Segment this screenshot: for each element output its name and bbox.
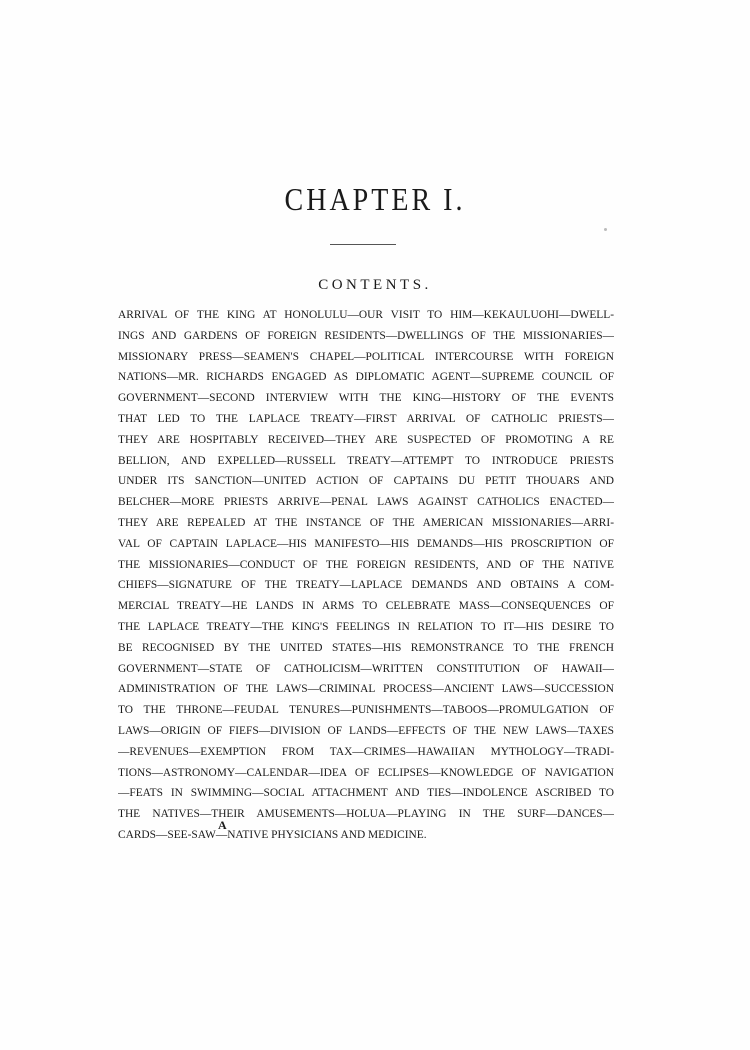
contents-line: —FEATS IN SWIMMING—SOCIAL ATTACHMENT AND TIES—INDOLENCE ASCRIBED TO bbox=[118, 787, 614, 800]
printer-signature-mark: A bbox=[218, 818, 227, 832]
contents-heading: CONTENTS. bbox=[318, 277, 432, 293]
contents-line: —REVENUES—EXEMPTION FROM TAX—CRIMES—HAWAIIAN MYTHOLOGY—TRADI- bbox=[118, 745, 614, 758]
contents-line: THE MISSIONARIES—CONDUCT OF THE FOREIGN RESIDENTS, AND OF THE NATIVE bbox=[118, 558, 614, 571]
contents-line: MISSIONARY PRESS—SEAMEN'S CHAPEL—POLITICAL INTERCOURSE WITH FOREIGN bbox=[118, 350, 614, 363]
contents-line: BE RECOGNISED BY THE UNITED STATES—HIS REMONSTRANCE TO THE FRENCH bbox=[118, 641, 614, 654]
contents-line: THAT LED TO THE LAPLACE TREATY—FIRST ARRIVAL OF CATHOLIC PRIESTS— bbox=[118, 412, 614, 425]
contents-line: TO THE THRONE—FEUDAL TENURES—PUNISHMENTS—TABOOS—PROMULGATION OF bbox=[118, 704, 614, 717]
contents-line: THE LAPLACE TREATY—THE KING'S FEELINGS IN RELATION TO IT—HIS DESIRE TO bbox=[118, 620, 614, 633]
contents-line: TIONS—ASTRONOMY—CALENDAR—IDEA OF ECLIPSES—KNOWLEDGE OF NAVIGATION bbox=[118, 766, 614, 779]
contents-line: ARRIVAL OF THE KING AT HONOLULU—OUR VISIT TO HIM—KEKAULUOHI—DWELL- bbox=[118, 309, 614, 321]
contents-line: UNDER ITS SANCTION—UNITED ACTION OF CAPTAINS DU PETIT THOUARS AND bbox=[118, 475, 614, 488]
contents-line: THEY ARE HOSPITABLY RECEIVED—THEY ARE SUSPECTED OF PROMOTING A RE bbox=[118, 433, 614, 446]
contents-summary bbox=[118, 305, 614, 846]
contents-line: BELLION, AND EXPELLED—RUSSELL TREATY—ATTEMPT TO INTRODUCE PRIESTS bbox=[118, 454, 614, 467]
contents-line: CARDS—SEE-SAW—NATIVE PHYSICIANS AND MEDICINE. bbox=[118, 828, 427, 841]
contents-line: LAWS—ORIGIN OF FIEFS—DIVISION OF LANDS—EFFECTS OF THE NEW LAWS—TAXES bbox=[118, 724, 614, 737]
contents-line: CHIEFS—SIGNATURE OF THE TREATY—LAPLACE DEMANDS AND OBTAINS A COM- bbox=[118, 579, 614, 592]
contents-line: VAL OF CAPTAIN LAPLACE—HIS MANIFESTO—HIS DEMANDS—HIS PROSCRIPTION OF bbox=[118, 537, 614, 550]
contents-line: GOVERNMENT—STATE OF CATHOLICISM—WRITTEN CONSTITUTION OF HAWAII— bbox=[118, 662, 614, 675]
contents-line: THEY ARE REPEALED AT THE INSTANCE OF THE AMERICAN MISSIONARIES—ARRI- bbox=[118, 516, 614, 529]
contents-line: INGS AND GARDENS OF FOREIGN RESIDENTS—DWELLINGS OF THE MISSIONARIES— bbox=[118, 329, 614, 342]
chapter-title: CHAPTER I. bbox=[284, 183, 466, 218]
contents-line: GOVERNMENT—SECOND INTERVIEW WITH THE KING—HISTORY OF THE EVENTS bbox=[118, 392, 614, 405]
contents-line: THE NATIVES—THEIR AMUSEMENTS—HOLUA—PLAYING IN THE SURF—DANCES— bbox=[118, 808, 614, 821]
contents-line: ADMINISTRATION OF THE LAWS—CRIMINAL PROCESS—ANCIENT LAWS—SUCCESSION bbox=[118, 683, 614, 696]
contents-line: NATIONS—MR. RICHARDS ENGAGED AS DIPLOMATIC AGENT—SUPREME COUNCIL OF bbox=[118, 371, 614, 384]
paper-speck bbox=[604, 228, 607, 231]
contents-line: BELCHER—MORE PRIESTS ARRIVE—PENAL LAWS AGAINST CATHOLICS ENACTED— bbox=[118, 496, 614, 509]
decorative-rule bbox=[330, 244, 396, 245]
contents-line: MERCIAL TREATY—HE LANDS IN ARMS TO CELEBRATE MASS—CONSEQUENCES OF bbox=[118, 600, 614, 613]
